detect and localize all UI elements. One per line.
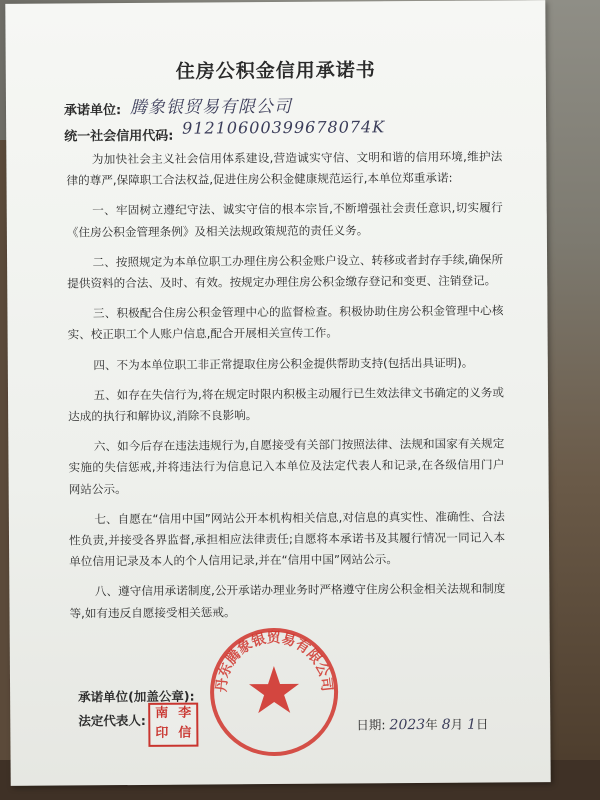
stamp-char: 南 [155, 705, 169, 721]
date-day-suffix: 日 [475, 716, 489, 732]
commitment-body [66, 146, 505, 633]
date-year: 2023 [389, 716, 426, 734]
date-label: 日期: [356, 717, 386, 733]
credit-code-handwritten: 91210600399678074K [182, 117, 386, 138]
seal-star-icon [249, 666, 299, 713]
document-paper [5, 0, 550, 786]
stamp-char: 信 [178, 725, 192, 741]
credit-code-field [64, 125, 173, 145]
paragraph-1: 一、牢固树立遵纪守法、诚实守信的根本宗旨,不断增强社会责任意识,切实履行《住房公积金管理条例》及相关法规政策规范的责任义务。 [66, 200, 503, 240]
paragraph-intro: 为加快社会主义社会信用体系建设,营造诚实守信、文明和谐的信用环境,维护法律的尊严,保障职工合法权益,促进住房公积金健康规范运行,本单位郑重承诺: [66, 149, 503, 188]
unit-value-handwritten: 腾象银贸易有限公司 [129, 96, 293, 119]
signer-label: 承诺单位(加盖公章): [78, 688, 195, 705]
stamp-char: 李 [178, 705, 192, 721]
date-month: 8 [441, 716, 451, 733]
credit-code-label: 统一社会信用代码: [64, 128, 174, 145]
legal-rep-label: 法定代表人: [78, 712, 146, 729]
paragraph-7: 七、自愿在“信用中国”网站公开本机构相关信息,对信息的真实性、准确性、合法性负责,并接受各界监督,承担相应法律责任;自愿将本承诺书及其履行情况一同记入本单位信用记录及本人的个人信用记录,并在“信用中国”网站公示。 [68, 509, 506, 569]
date-month-suffix: 月 [450, 716, 464, 732]
stamp-char: 印 [155, 725, 169, 741]
date-day: 1 [467, 716, 477, 733]
unit-label: 承诺单位: [63, 103, 122, 119]
company-seal-stamp [204, 622, 345, 763]
personal-seal-stamp [148, 703, 198, 747]
paragraph-2: 二、按照规定为本单位职工办理住房公积金账户设立、转移或者封存手续,确保所提供资料的合法、及时、有效。按规定办理住房公积金缴存登记和变更、注销登记。 [67, 252, 504, 291]
date-year-suffix: 年 [425, 716, 438, 732]
paragraph-4: 四、不为本单位职工非正常提取住房公积金提供帮助支持(包括出具证明)。 [93, 355, 474, 372]
seal-text: 丹东腾象银贸易有限公司 [213, 630, 335, 693]
paragraph-3: 三、积极配合住房公积金管理中心的监督检查。积极协助住房公积金管理中心核实、校正职工个人账户信息,配合开展相关宣传工作。 [67, 303, 504, 342]
unit-field [64, 99, 121, 118]
date-field [356, 715, 488, 734]
document-title: 住房公积金信用承诺书 [175, 59, 376, 83]
paragraph-5: 五、如存在失信行为,将在规定时限内积极主动履行已生效法律文书确定的义务或达成的执行和解协议,消除不良影响。 [68, 385, 505, 424]
paragraph-8: 八、遵守信用承诺制度,公开承诺办理业务时严格遵守住房公积金相关法规和制度等,如有违反自愿接受相关惩戒。 [69, 581, 506, 621]
paragraph-6: 六、如今后存在违法违规行为,自愿接受有关部门按照法律、法规和国家有关规定实施的失信惩戒,并将违法行为信息记入本单位及法定代表人和记录,在各级信用门户网站公示。 [68, 436, 505, 497]
